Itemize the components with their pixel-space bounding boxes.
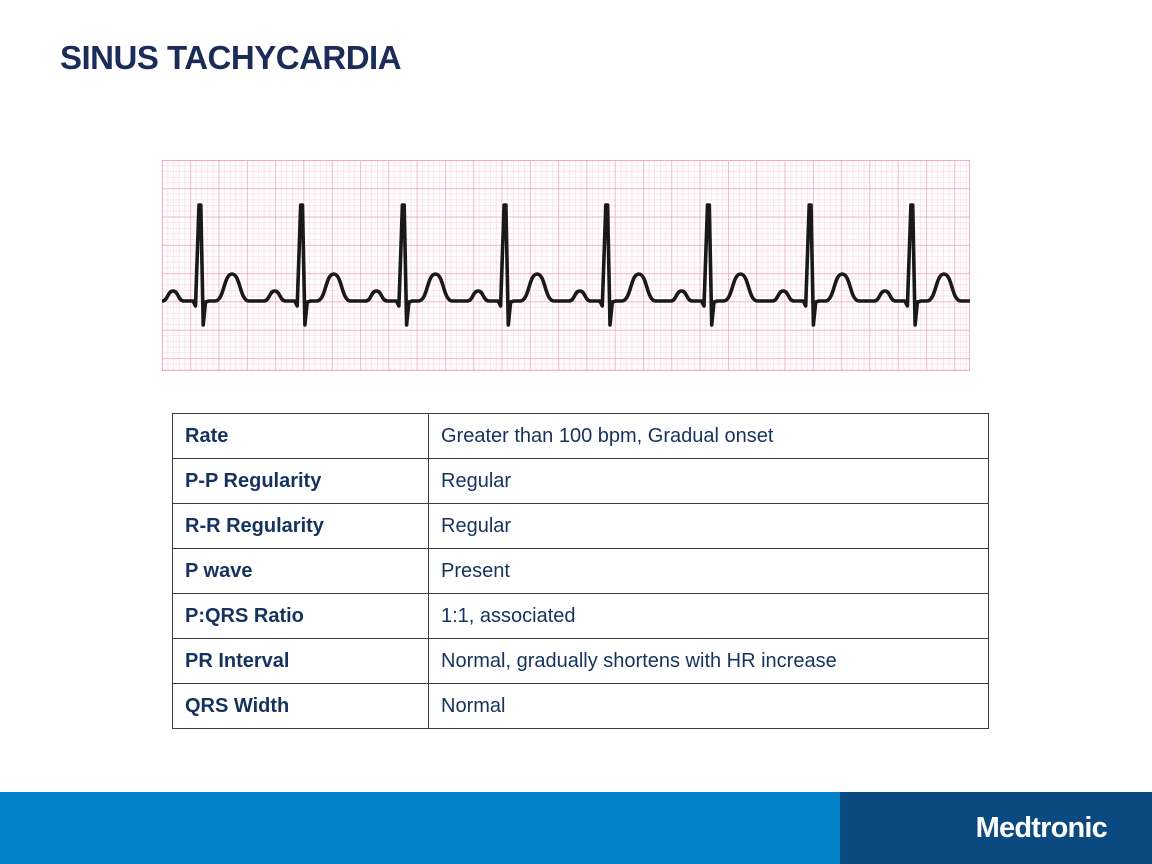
row-value: Normal — [429, 684, 989, 729]
ecg-grid-background — [162, 160, 970, 371]
row-value: Present — [429, 549, 989, 594]
row-label: QRS Width — [173, 684, 429, 729]
table-row — [173, 594, 989, 639]
row-label: P-P Regularity — [173, 459, 429, 504]
table-row — [173, 414, 989, 459]
ecg-svg — [162, 160, 970, 371]
table-row — [173, 684, 989, 729]
footer-brand-block — [840, 792, 1152, 864]
row-value: 1:1, associated — [429, 594, 989, 639]
page-title: SINUS TACHYCARDIA — [60, 39, 402, 76]
row-value: Regular — [429, 504, 989, 549]
medtronic-logo: Medtronic — [975, 811, 1107, 844]
table-row — [173, 639, 989, 684]
table-row — [173, 504, 989, 549]
row-label: P:QRS Ratio — [173, 594, 429, 639]
row-value: Normal, gradually shortens with HR increase — [429, 639, 989, 684]
footer-accent-bar — [0, 792, 840, 864]
row-value: Greater than 100 bpm, Gradual onset — [429, 414, 989, 459]
row-label: PR Interval — [173, 639, 429, 684]
row-label: R-R Regularity — [173, 504, 429, 549]
ecg-strip-image — [162, 160, 970, 371]
row-value: Regular — [429, 459, 989, 504]
row-label: Rate — [173, 414, 429, 459]
ecg-table-body — [173, 414, 989, 729]
table-row — [173, 459, 989, 504]
ecg-criteria-table — [172, 413, 989, 729]
row-label: P wave — [173, 549, 429, 594]
table-row — [173, 549, 989, 594]
